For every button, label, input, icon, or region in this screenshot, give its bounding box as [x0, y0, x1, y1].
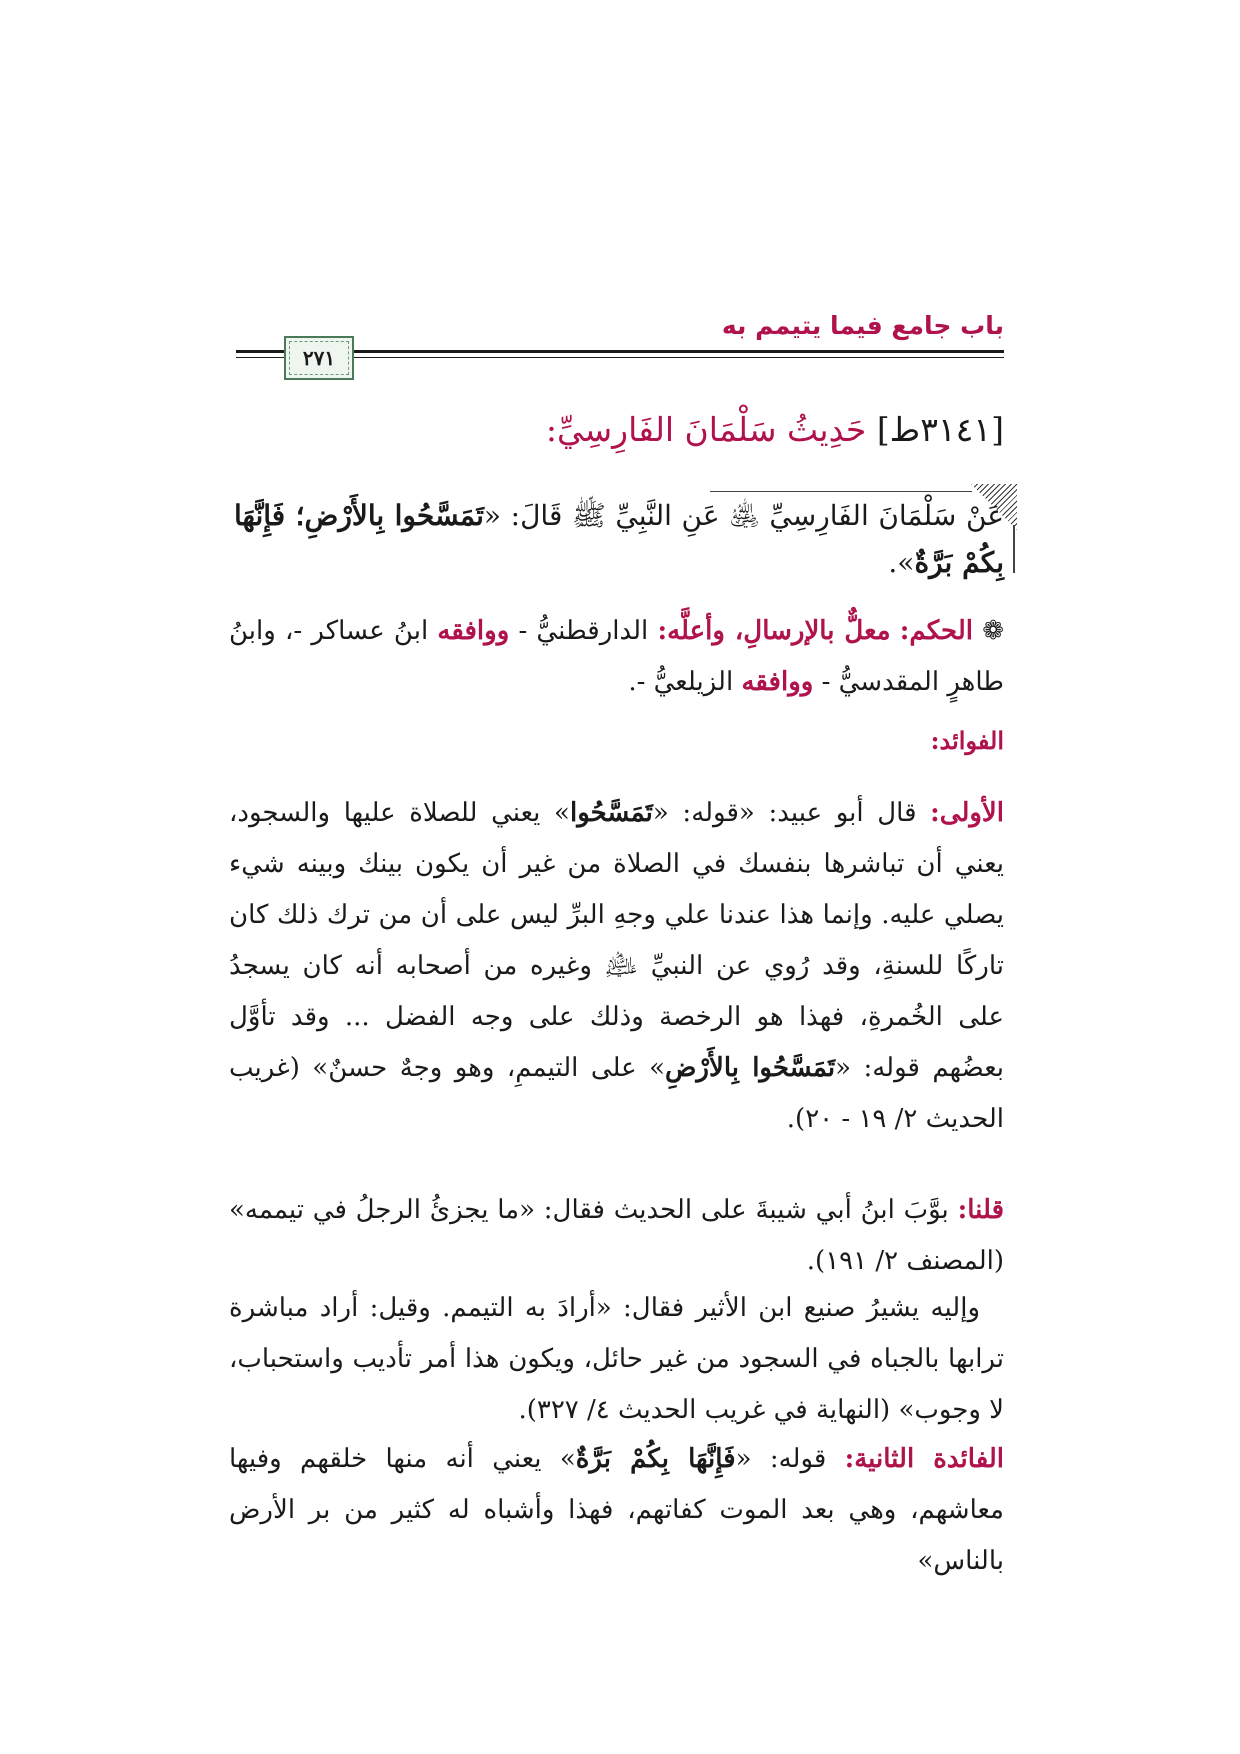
- chapter-title: باب جامع فيما يتيمم به: [721, 311, 1004, 340]
- benefit-second-text-c: » يعني أنه منها خلقهم وفيها معاشهم، وهي بعد الموت كفاتهم، فهذا وأشباه له كثير من بر الأرض بالناس»: [229, 1444, 1004, 1576]
- benefit-first-text-c: » يعني للصلاة عليها والسجود، يعني أن تباشرها بنفسك في الصلاة من غير أن يكون بينك وبينه شيء يصلي عليه. وإنما هذا عندنا علي وجهِ البرِّ ليس على أن من ترك ذلك كان تاركًا للسنةِ، وقد رُوي عن النبيِّ ﵇ وغيره من أصحابه أنه كان يسجدُ على الخُمرةِ، فهذا هو الرخصة وذلك على وجه الفضل ... وقد تأوَّل بعضُهم قوله: «: [229, 798, 1004, 1083]
- benefit-first: [229, 788, 1004, 1145]
- header-rule-top: [354, 350, 1004, 353]
- benefit-second: [229, 1434, 1004, 1587]
- benefit-first-text-e: » على التيممِ، وهو وجهٌ حسنٌ» (غريب الحديث ٢/ ١٩ - ٢٠).: [229, 1053, 1004, 1134]
- header-rule-left-top: [236, 350, 284, 353]
- benefit-second-quote: فَإِنَّهَا بِكُمْ بَرَّةٌ: [575, 1444, 736, 1474]
- verdict-part1: الدارقطنيُّ -: [509, 616, 658, 646]
- benefit-first-quote-2: تَمَسَّحُوا بِالأَرْضِ: [665, 1053, 836, 1083]
- note-label: قلنا:: [957, 1195, 1004, 1225]
- hadith-id: [٣١٤١ط]: [876, 410, 1004, 449]
- verdict: [229, 606, 1004, 708]
- hadith-text: [234, 492, 1004, 586]
- header-rule-left-bottom: [236, 357, 284, 358]
- benefit-second-text-a: قوله: «: [735, 1444, 845, 1474]
- benefit-second-label: الفائدة الثانية:: [844, 1444, 1005, 1474]
- note-ibn-abi-shaybah: [229, 1185, 1004, 1287]
- benefit-first-text-a: قال أبو عبيد: «قوله: «: [652, 798, 931, 828]
- benefits-heading: الفوائد:: [930, 726, 1004, 755]
- hadith-text-intro: عَنْ سَلْمَانَ الفَارِسِيِّ ﵁ عَنِ النَّبِيِّ ﷺ قَالَ: «: [483, 499, 1004, 532]
- note-text: بوَّبَ ابنُ أبي شيبةَ على الحديث فقال: «ما يجزئُ الرجلُ في تيممه» (المصنف ٢/ ١٩١).: [229, 1195, 1004, 1276]
- verdict-part2: ابنُ عساكر -، وابنُ طاهرٍ المقدسيُّ -: [229, 616, 1004, 697]
- verdict-part3: الزيلعيُّ -.: [628, 667, 742, 697]
- hadith-heading: [546, 410, 1004, 449]
- note-ibn-al-athir: وإليه يشيرُ صنيع ابن الأثير فقال: «أرادَ به التيمم. وقيل: أراد مباشرة ترابها بالجباه في السجود من غير حائل، ويكون هذا أمر تأديب واستحباب، لا وجوب» (النهاية في غريب الحديث ٤/ ٣٢٧).: [229, 1293, 1005, 1425]
- verdict-agree-2: ووافقه: [741, 667, 814, 697]
- page-number: ٢٧١: [302, 346, 336, 370]
- rosette-icon: ❁: [982, 616, 1004, 646]
- hadith-box-side: [1013, 525, 1015, 573]
- benefit-first-quote-1: تَمَسَّحُوا: [569, 798, 653, 828]
- ornate-page-frame-icon: [284, 336, 354, 380]
- hadith-text-bold: تَمَسَّحُوا بِالأَرْضِ؛ فَإِنَّهَا بِكُمْ بَرَّةٌ: [234, 499, 1004, 579]
- verdict-agree-1: ووافقه: [437, 616, 510, 646]
- verdict-ruling: معلٌّ بالإرسالِ، وأعلَّه:: [657, 616, 891, 646]
- hadith-title: حَدِيثُ سَلْمَانَ الفَارِسِيِّ:: [545, 410, 867, 449]
- benefit-first-label: الأولى:: [930, 798, 1004, 828]
- hadith-text-end: ».: [888, 546, 915, 579]
- verdict-label: الحكم:: [899, 616, 973, 646]
- header-rule-bottom: [354, 357, 1004, 358]
